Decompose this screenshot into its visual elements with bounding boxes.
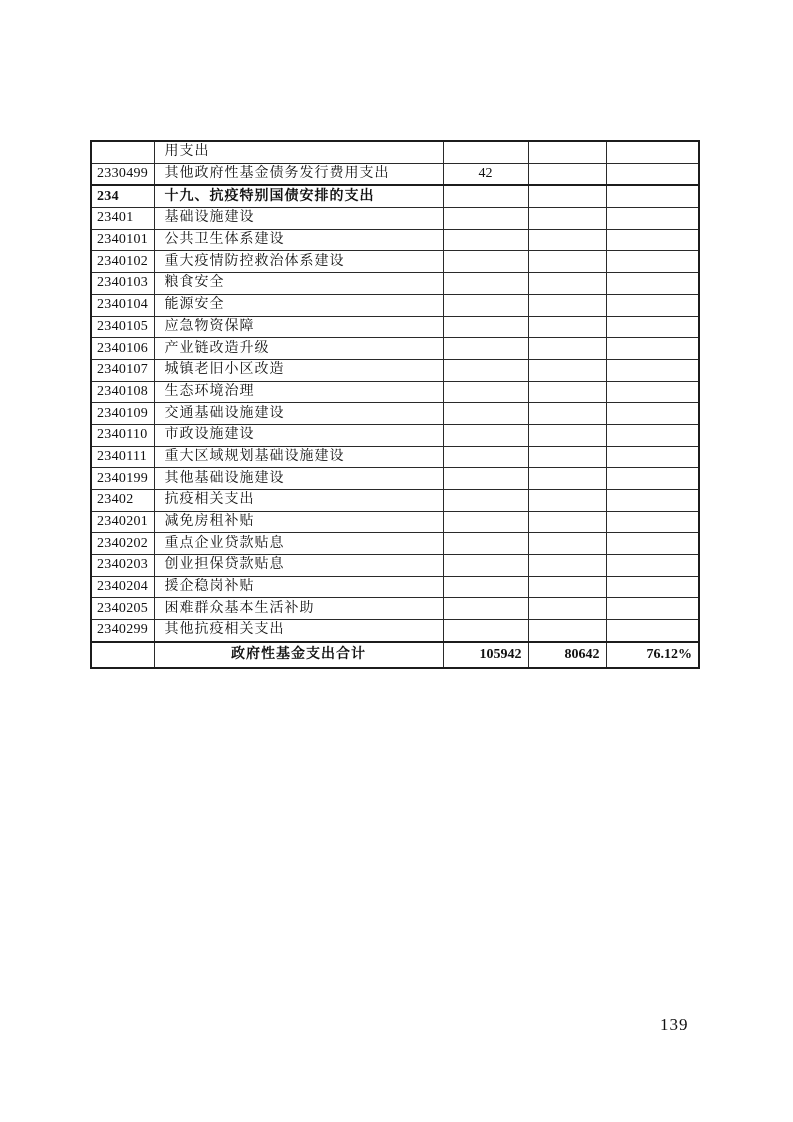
name-cell: 其他抗疫相关支出: [154, 620, 443, 642]
value1-cell: 105942: [443, 642, 528, 668]
table-row: [91, 208, 699, 230]
name-cell: 重大区域规划基础设施建设: [154, 446, 443, 468]
table-row: [91, 316, 699, 338]
name-cell: 市政设施建设: [154, 424, 443, 446]
value1-cell: [443, 403, 528, 425]
value3-cell: [606, 403, 699, 425]
value1-cell: [443, 185, 528, 207]
value3-cell: [606, 490, 699, 512]
table-row: [91, 403, 699, 425]
value3-cell: [606, 381, 699, 403]
value2-cell: [528, 555, 606, 577]
value2-cell: [528, 424, 606, 446]
value3-cell: [606, 316, 699, 338]
value2-cell: [528, 163, 606, 185]
value2-cell: [528, 273, 606, 295]
name-cell: 用支出: [154, 141, 443, 163]
code-cell: [91, 141, 154, 163]
value3-cell: [606, 620, 699, 642]
value3-cell: [606, 511, 699, 533]
value1-cell: [443, 598, 528, 620]
code-cell: 2340111: [91, 446, 154, 468]
value3-cell: [606, 359, 699, 381]
value3-cell: [606, 424, 699, 446]
table-row: [91, 294, 699, 316]
value3-cell: [606, 208, 699, 230]
table-row: [91, 359, 699, 381]
value3-cell: [606, 468, 699, 490]
table-row: [91, 620, 699, 642]
value1-cell: [443, 338, 528, 360]
budget-table-body: [91, 141, 699, 668]
name-cell: 公共卫生体系建设: [154, 229, 443, 251]
code-cell: 23401: [91, 208, 154, 230]
code-cell: 2340110: [91, 424, 154, 446]
value2-cell: [528, 294, 606, 316]
table-row: [91, 511, 699, 533]
value2-cell: [528, 316, 606, 338]
value2-cell: [528, 338, 606, 360]
value3-cell: [606, 338, 699, 360]
value2-cell: [528, 251, 606, 273]
code-cell: 2340104: [91, 294, 154, 316]
value1-cell: [443, 555, 528, 577]
table-row: [91, 533, 699, 555]
table-row: [91, 185, 699, 207]
name-cell: 重点企业贷款贴息: [154, 533, 443, 555]
value2-cell: [528, 403, 606, 425]
value2-cell: [528, 359, 606, 381]
code-cell: 2340205: [91, 598, 154, 620]
value1-cell: [443, 381, 528, 403]
name-cell: 十九、抗疫特别国债安排的支出: [154, 185, 443, 207]
name-cell: 粮食安全: [154, 273, 443, 295]
name-cell: 产业链改造升级: [154, 338, 443, 360]
value3-cell: [606, 251, 699, 273]
code-cell: 2340105: [91, 316, 154, 338]
value2-cell: [528, 490, 606, 512]
value1-cell: [443, 251, 528, 273]
value1-cell: [443, 446, 528, 468]
page-number: 139: [660, 1015, 689, 1034]
table-row: [91, 490, 699, 512]
value2-cell: [528, 533, 606, 555]
name-cell: 政府性基金支出合计: [154, 642, 443, 668]
name-cell: 应急物资保障: [154, 316, 443, 338]
value3-cell: [606, 273, 699, 295]
code-cell: [91, 642, 154, 668]
value2-cell: [528, 185, 606, 207]
value2-cell: [528, 598, 606, 620]
value3-cell: [606, 229, 699, 251]
name-cell: 抗疫相关支出: [154, 490, 443, 512]
name-cell: 其他基础设施建设: [154, 468, 443, 490]
code-cell: 2340108: [91, 381, 154, 403]
value2-cell: 80642: [528, 642, 606, 668]
code-cell: 2340109: [91, 403, 154, 425]
value1-cell: [443, 576, 528, 598]
value3-cell: [606, 141, 699, 163]
code-cell: 2340204: [91, 576, 154, 598]
value2-cell: [528, 229, 606, 251]
code-cell: 2340102: [91, 251, 154, 273]
name-cell: 其他政府性基金债务发行费用支出: [154, 163, 443, 185]
budget-table: [90, 140, 700, 669]
code-cell: 2340103: [91, 273, 154, 295]
value1-cell: [443, 468, 528, 490]
table-row: [91, 338, 699, 360]
code-cell: 234: [91, 185, 154, 207]
value2-cell: [528, 468, 606, 490]
value1-cell: [443, 141, 528, 163]
name-cell: 重大疫情防控救治体系建设: [154, 251, 443, 273]
value1-cell: [443, 359, 528, 381]
value2-cell: [528, 208, 606, 230]
table-row: [91, 446, 699, 468]
code-cell: 2340101: [91, 229, 154, 251]
table-row: [91, 555, 699, 577]
name-cell: 基础设施建设: [154, 208, 443, 230]
value3-cell: [606, 555, 699, 577]
value2-cell: [528, 446, 606, 468]
value1-cell: [443, 424, 528, 446]
value1-cell: [443, 533, 528, 555]
value1-cell: [443, 316, 528, 338]
code-cell: 2340107: [91, 359, 154, 381]
code-cell: 2340203: [91, 555, 154, 577]
value3-cell: [606, 446, 699, 468]
value3-cell: [606, 163, 699, 185]
table-row: [91, 251, 699, 273]
value1-cell: 42: [443, 163, 528, 185]
table-row: [91, 163, 699, 185]
value1-cell: [443, 620, 528, 642]
name-cell: 援企稳岗补贴: [154, 576, 443, 598]
total-row: [91, 642, 699, 668]
value1-cell: [443, 294, 528, 316]
table-row: [91, 229, 699, 251]
name-cell: 减免房租补贴: [154, 511, 443, 533]
table-row: [91, 598, 699, 620]
table-row: [91, 468, 699, 490]
value3-cell: [606, 185, 699, 207]
code-cell: 2340299: [91, 620, 154, 642]
value3-cell: [606, 598, 699, 620]
value2-cell: [528, 576, 606, 598]
value3-cell: [606, 294, 699, 316]
value3-cell: [606, 533, 699, 555]
value3-cell: 76.12%: [606, 642, 699, 668]
table-row: [91, 141, 699, 163]
name-cell: 生态环境治理: [154, 381, 443, 403]
table-row: [91, 424, 699, 446]
table-row: [91, 576, 699, 598]
value2-cell: [528, 141, 606, 163]
value2-cell: [528, 620, 606, 642]
code-cell: 2340199: [91, 468, 154, 490]
value2-cell: [528, 381, 606, 403]
code-cell: 2340202: [91, 533, 154, 555]
value1-cell: [443, 490, 528, 512]
value1-cell: [443, 273, 528, 295]
name-cell: 创业担保贷款贴息: [154, 555, 443, 577]
code-cell: 2330499: [91, 163, 154, 185]
code-cell: 2340201: [91, 511, 154, 533]
code-cell: 23402: [91, 490, 154, 512]
name-cell: 困难群众基本生活补助: [154, 598, 443, 620]
value1-cell: [443, 229, 528, 251]
value3-cell: [606, 576, 699, 598]
value1-cell: [443, 208, 528, 230]
name-cell: 交通基础设施建设: [154, 403, 443, 425]
code-cell: 2340106: [91, 338, 154, 360]
name-cell: 能源安全: [154, 294, 443, 316]
table-row: [91, 381, 699, 403]
value2-cell: [528, 511, 606, 533]
name-cell: 城镇老旧小区改造: [154, 359, 443, 381]
value1-cell: [443, 511, 528, 533]
table-row: [91, 273, 699, 295]
